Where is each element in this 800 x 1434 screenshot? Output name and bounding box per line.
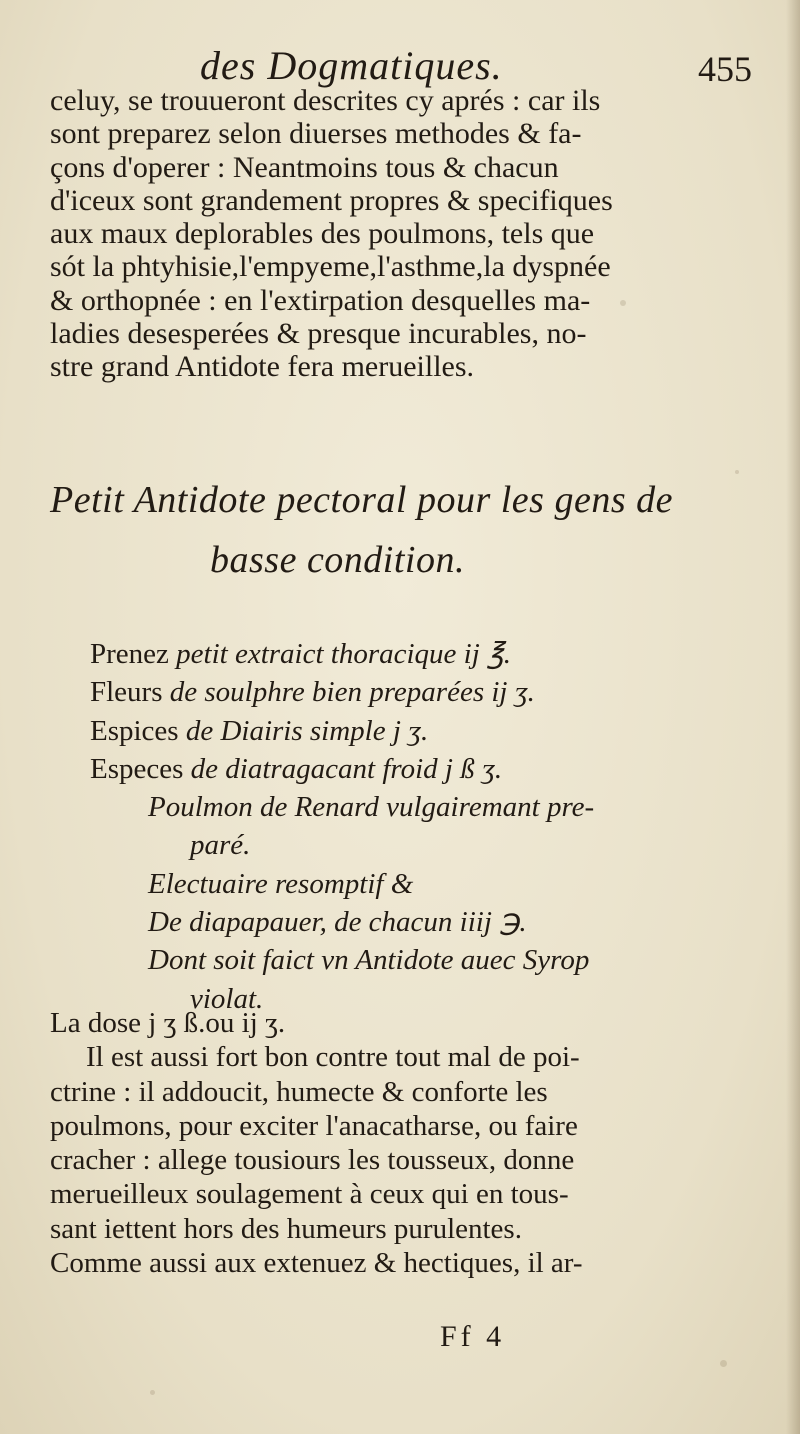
ingredient-lead: Fleurs [90, 676, 170, 709]
ingredient-lead: Especes [90, 752, 191, 785]
running-head-title: des Dogmatiques. [200, 43, 503, 88]
paragraph-2 [50, 1006, 670, 1280]
text-line: merueilleux soulagement à ceux qui en tous- [50, 1178, 569, 1211]
ingredient-line [90, 826, 700, 864]
text-line: sont preparez selon diuerses methodes & fa- [50, 117, 582, 151]
ingredient-text: Electuaire resomptif & [148, 867, 414, 900]
text-line: ladies desesperées & presque incurables, no- [50, 317, 587, 351]
recipe-title [50, 470, 690, 590]
ingredient-line [90, 865, 700, 903]
text-line: çons d'operer : Neantmoins tous & chacun [50, 150, 559, 184]
signature-mark: Ff 4 [440, 1320, 506, 1353]
text-line: d'iceux sont grandement propres & specifiques [50, 183, 613, 217]
ingredient-text: Dont soit faict vn Antidote auec Syrop [148, 944, 590, 977]
page-edge-shadow [786, 0, 800, 1434]
text-line: celuy, se trouueront descrites cy aprés : car ils [50, 84, 601, 117]
ingredient-line [90, 750, 700, 788]
text-line: La dose j ʒ ß.ou ij ʒ. [50, 1007, 286, 1039]
foxing-spot [150, 1390, 155, 1395]
ingredient-line [90, 941, 700, 979]
ingredient-text: de diatragacant froid j ß ʒ. [190, 752, 503, 785]
recipe-title-line-1: Petit Antidote pectoral pour les gens de [50, 479, 673, 521]
text-line: sót la phtyhisie,l'empyeme,l'asthme,la dyspnée [50, 250, 611, 284]
text-line: sant iettent hors des humeurs purulentes. [50, 1212, 522, 1245]
text-line: ctrine : il addoucit, humecte & conforte les [50, 1075, 548, 1108]
page-number: 455 [698, 49, 752, 89]
recipe-ingredients [90, 635, 700, 1018]
paragraph-1 [50, 84, 676, 384]
ingredient-text: de Diairis simple j ʒ. [185, 714, 429, 747]
foxing-spot [735, 470, 739, 474]
text-line: Il est aussi fort bon contre tout mal de poi- [86, 1041, 580, 1074]
ingredient-text: Poulmon de Renard vulgairemant pre- [148, 791, 595, 824]
ingredient-line [90, 903, 700, 941]
ingredient-text: De diapapauer, de chacun iiij ℈. [148, 906, 527, 939]
recipe-title-line-2: basse condition. [210, 539, 465, 581]
ingredient-line [90, 712, 700, 750]
ingredient-lead: Espices [90, 714, 186, 747]
text-line: Comme aussi aux extenuez & hectiques, il ar- [50, 1247, 583, 1280]
ingredient-lead: Prenez [90, 638, 177, 670]
ingredient-line [90, 788, 700, 826]
ingredient-text: de soulphre bien preparées ij ʒ. [169, 676, 535, 709]
text-line: poulmons, pour exciter l'anacatharse, ou faire [50, 1109, 578, 1142]
ingredient-line [90, 635, 700, 673]
ingredient-text: violat. [190, 982, 264, 1015]
text-line: aux maux deplorables des poulmons, tels que [50, 217, 595, 251]
ingredient-text: paré. [190, 829, 251, 862]
foxing-spot [720, 1360, 727, 1367]
text-line: & orthopnée : en l'extirpation desquelles ma- [50, 283, 591, 317]
ingredient-text: petit extraict thoracique ij ℥. [176, 638, 512, 670]
ingredient-line [90, 673, 700, 711]
text-line: stre grand Antidote fera merueilles. [50, 350, 475, 384]
text-line: cracher : allege tousiours les tousseux, donne [50, 1144, 575, 1177]
